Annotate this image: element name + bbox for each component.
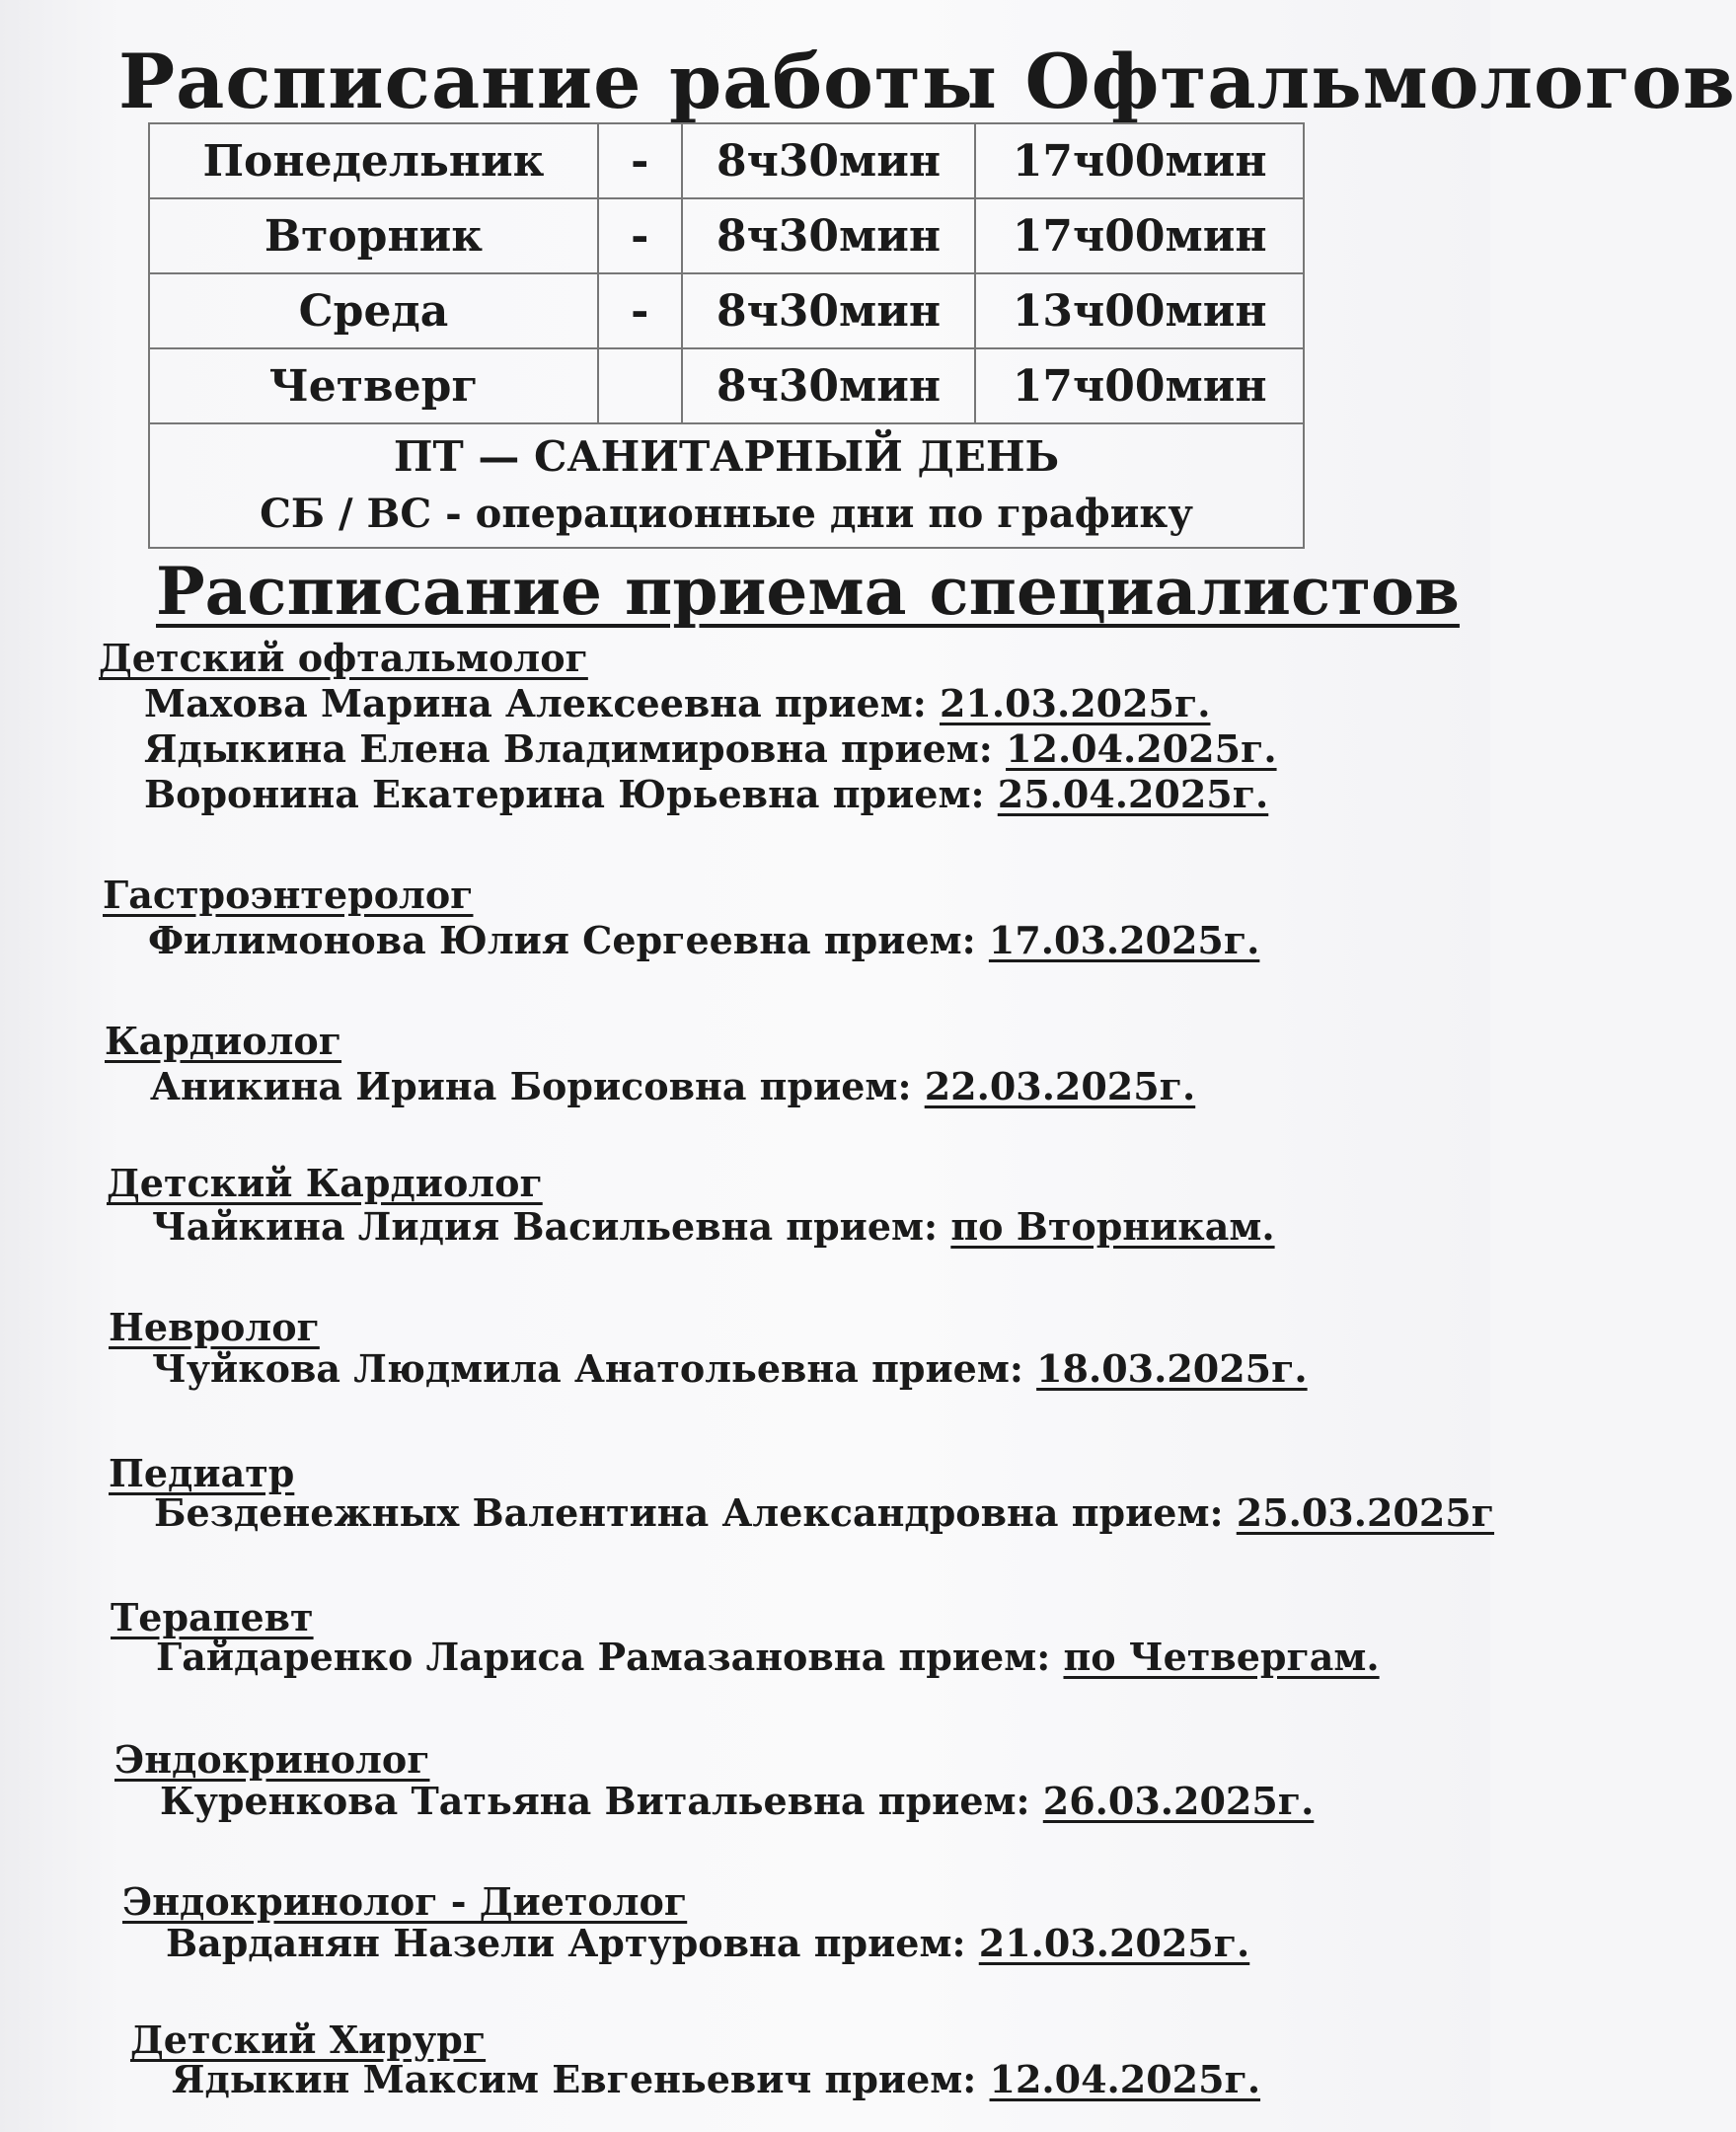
- doctor-name: Гайдаренко Лариса Рамазановна прием:: [156, 1635, 1051, 1679]
- table-row: [149, 123, 1304, 198]
- doctor-name: Чуйкова Людмила Анатольевна прием:: [152, 1346, 1023, 1391]
- start-time-cell: 8ч30мин: [682, 273, 976, 348]
- appointment-date: 21.03.2025г.: [939, 681, 1211, 725]
- dash-cell: -: [598, 123, 682, 198]
- doctor-entry: [152, 1204, 1275, 1249]
- appointment-date: 17.03.2025г.: [988, 918, 1260, 962]
- appointment-date: 22.03.2025г.: [924, 1064, 1196, 1108]
- doctor-entry: [150, 1064, 1195, 1108]
- specialty-heading: Гастроэнтеролог: [103, 873, 474, 917]
- notes-cell: [149, 423, 1304, 548]
- specialty-heading: Педиатр: [109, 1451, 295, 1495]
- doctor-entry: [156, 1635, 1380, 1679]
- doctor-entry: [154, 1490, 1494, 1535]
- doctor-name: Аникина Ирина Борисовна прием:: [150, 1064, 912, 1108]
- table-row: [149, 273, 1304, 348]
- doctor-name: Чайкина Лидия Васильевна прием:: [152, 1204, 939, 1249]
- ophthalmologist-hours-table: [148, 122, 1305, 549]
- dash-cell: -: [598, 198, 682, 273]
- appointment-date: 12.04.2025г.: [1006, 726, 1277, 771]
- table-row: [149, 348, 1304, 423]
- start-time-cell: 8ч30мин: [682, 348, 976, 423]
- start-time-cell: 8ч30мин: [682, 198, 976, 273]
- doctor-name: Махова Марина Алексеевна прием:: [144, 681, 927, 725]
- appointment-date: 18.03.2025г.: [1036, 1346, 1308, 1391]
- appointment-date: по Вторникам.: [950, 1204, 1275, 1249]
- doctor-name: Филимонова Юлия Сергеевна прием:: [148, 918, 976, 962]
- end-time-cell: 17ч00мин: [975, 123, 1304, 198]
- day-cell: Понедельник: [149, 123, 598, 198]
- specialty-heading: Кардиолог: [105, 1019, 342, 1063]
- day-cell: Среда: [149, 273, 598, 348]
- weekend-note: СБ / ВС - операционные дни по графику: [260, 491, 1193, 537]
- doctor-entry: [166, 1921, 1249, 1965]
- doctor-name: Варданян Назели Артуровна прием:: [166, 1921, 966, 1965]
- day-cell: Вторник: [149, 198, 598, 273]
- doctor-entry: [172, 2057, 1260, 2101]
- appointment-date: 12.04.2025г.: [989, 2057, 1261, 2101]
- specialty-heading: Эндокринолог: [114, 1737, 430, 1782]
- doctor-entry: [144, 681, 1210, 725]
- dash-cell: -: [598, 273, 682, 348]
- doctor-name: Ядыкина Елена Владимировна прием:: [144, 726, 993, 771]
- doctor-name: Воронина Екатерина Юрьевна прием:: [144, 772, 985, 816]
- friday-note: ПТ — САНИТАРНЫЙ ДЕНЬ: [393, 432, 1060, 481]
- doctor-entry: [144, 726, 1277, 771]
- specialty-heading: Детский офтальмолог: [99, 636, 588, 680]
- start-time-cell: 8ч30мин: [682, 123, 976, 198]
- doctor-name: Ядыкин Максим Евгеньевич прием:: [172, 2057, 977, 2101]
- appointment-date: 25.04.2025г.: [997, 772, 1269, 816]
- specialty-heading: Невролог: [109, 1305, 320, 1349]
- table-row: [149, 198, 1304, 273]
- appointment-date: 26.03.2025г.: [1042, 1779, 1315, 1823]
- doctor-entry: [152, 1346, 1308, 1391]
- specialty-heading: Детский Хирург: [130, 2018, 487, 2062]
- specialty-heading: Эндокринолог - Диетолог: [122, 1879, 688, 1924]
- specialty-heading: Терапевт: [111, 1595, 314, 1639]
- doctor-entry: [160, 1779, 1314, 1823]
- specialists-title: Расписание приема специалистов: [156, 553, 1460, 630]
- specialty-heading: Детский Кардиолог: [107, 1161, 543, 1205]
- doctor-name: Безденежных Валентина Александровна прием:: [154, 1490, 1224, 1535]
- appointment-date: по Четвергам.: [1063, 1635, 1380, 1679]
- end-time-cell: 13ч00мин: [975, 273, 1304, 348]
- page-title: Расписание работы Офтальмологов: [118, 38, 1736, 125]
- appointment-date: 21.03.2025г.: [978, 1921, 1250, 1965]
- appointment-date: 25.03.2025г: [1236, 1490, 1495, 1535]
- doctor-entry: [148, 918, 1259, 962]
- table-row: [149, 423, 1304, 548]
- end-time-cell: 17ч00мин: [975, 198, 1304, 273]
- end-time-cell: 17ч00мин: [975, 348, 1304, 423]
- doctor-entry: [144, 772, 1268, 816]
- dash-cell: [598, 348, 682, 423]
- day-cell: Четверг: [149, 348, 598, 423]
- doctor-name: Куренкова Татьяна Витальевна прием:: [160, 1779, 1030, 1823]
